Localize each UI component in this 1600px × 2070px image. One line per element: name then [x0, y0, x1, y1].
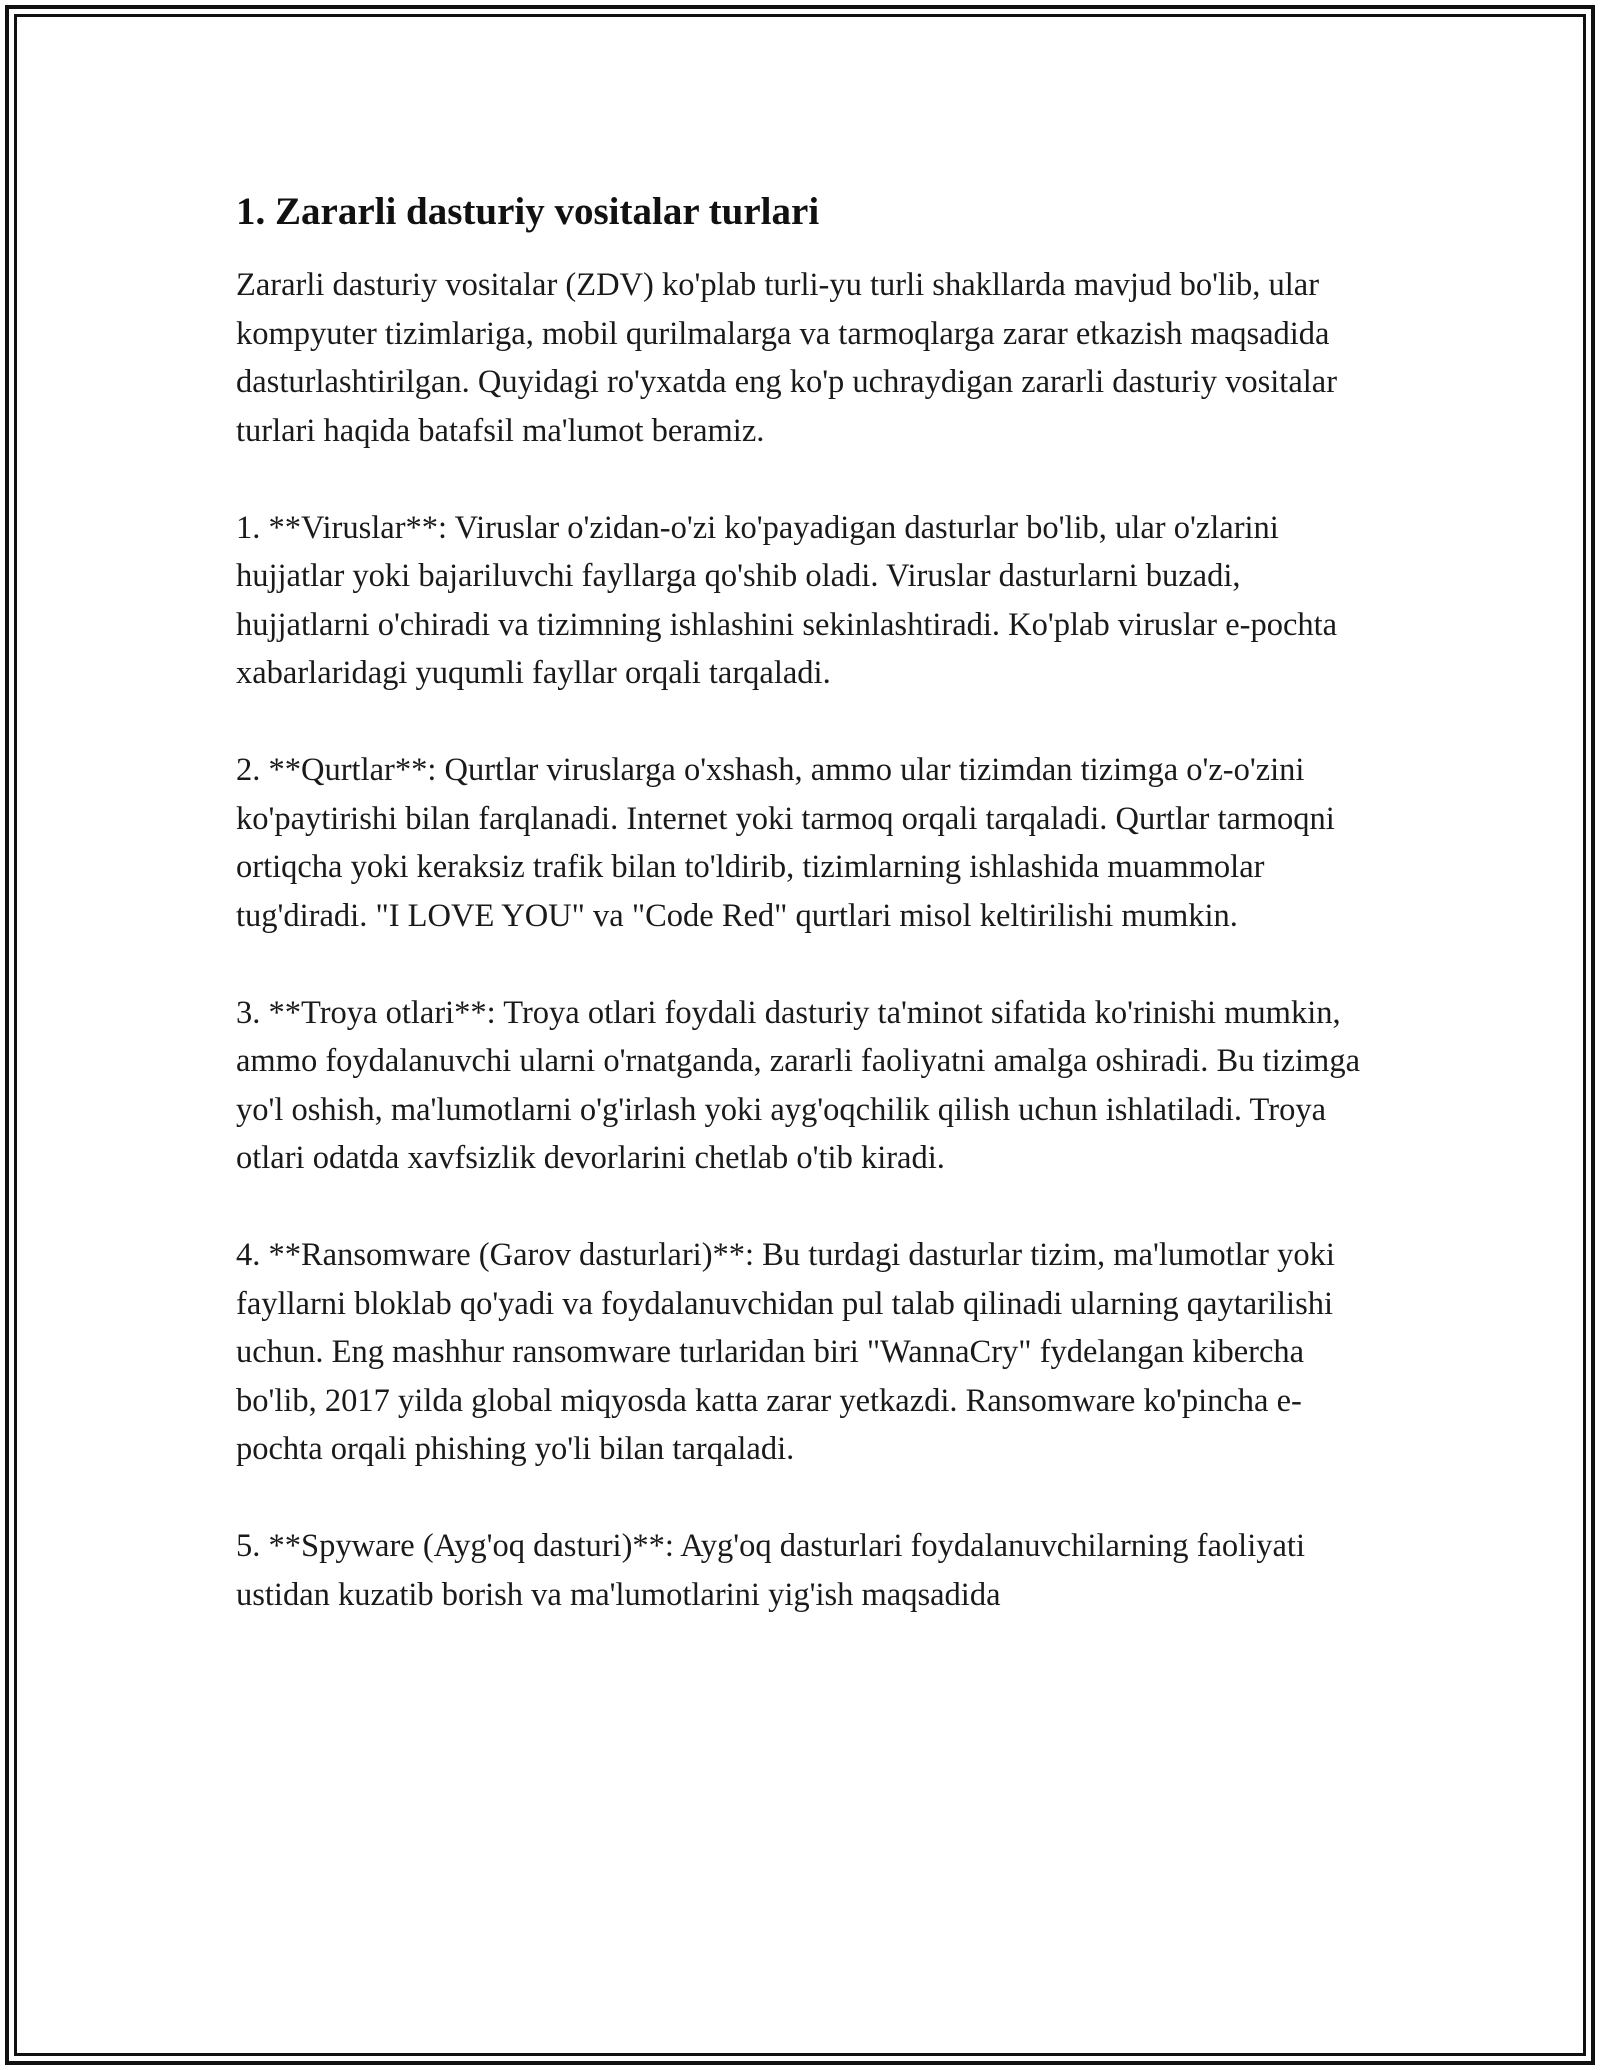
- list-item-viruses: 1. **Viruslar**: Viruslar o'zidan-o'zi ko'payadigan dasturlar bo'lib, ular o'zlarini hujjatlar yoki bajariluvchi fayllarga qo'shib oladi. Viruslar dasturlarni buzadi, hujjatlarni o'chiradi va tizimning ishlashini sekinlashtiradi. Ko'plab viruslar e-pochta xabarlaridagi yuqumli fayllar orqali tarqaladi.: [236, 509, 1338, 691]
- list-item-trojans: 3. **Troya otlari**: Troya otlari foydali dasturiy ta'minot sifatida ko'rinishi mumkin, ammo foydalanuvchi ularni o'rnatganda, zararli faoliyatni amalga oshiradi. Bu tizimga yo'l oshish, ma'lumotlarni o'g'irlash yoki ayg'oqchilik qilish uchun ishlatiladi. Troya otlari odatda xavfsizlik devorlarini chetlab o'tib kiradi.: [236, 994, 1361, 1176]
- list-item-worms: 2. **Qurtlar**: Qurtlar viruslarga o'xshash, ammo ular tizimdan tizimga o'z-o'zini ko'paytirishi bilan farqlanadi. Internet yoki tarmoq orqali tarqaladi. Qurtlar tarmoqni ortiqcha yoki keraksiz trafik bilan to'ldirib, tizimlarning ishlashida muammolar tug'diradi. "I LOVE YOU" va "Code Red" qurtlari misol keltirilishi mumkin.: [236, 752, 1335, 934]
- intro-paragraph: Zararli dasturiy vositalar (ZDV) ko'plab turli-yu turli shakllarda mavjud bo'lib, ular kompyuter tizimlariga, mobil qurilmalarga va tarmoqlarga zarar etkazish maqsadida dasturlashtirilgan. Quyidagi ro'yxatda eng ko'p uchraydigan zararli dasturiy vositalar turlari haqida batafsil ma'lumot beramiz.: [236, 267, 1338, 449]
- list-item-ransomware: 4. **Ransomware (Garov dasturlari)**: Bu turdagi dasturlar tizim, ma'lumotlar yoki fayllarni bloklab qo'yadi va foydalanuvchidan pul talab qilinadi ularning qaytarilishi uchun. Eng mashhur ransomware turlaridan biri "WannaCry" fydelangan kibercha bo'lib, 2017 yilda global miqyosda katta zarar yetkazdi. Ransomware ko'pincha e-pochta orqali phishing yo'li bilan tarqaladi.: [236, 1237, 1335, 1467]
- document-body: [236, 186, 1376, 1668]
- section-title: 1. Zararli dasturiy vositalar turlari: [236, 190, 820, 233]
- list-item-spyware: 5. **Spyware (Ayg'oq dasturi)**: Ayg'oq dasturlari foydalanuvchilarning faoliyati ustidan kuzatib borish va ma'lumotlarini yig'ish maqsadida: [236, 1528, 1305, 1613]
